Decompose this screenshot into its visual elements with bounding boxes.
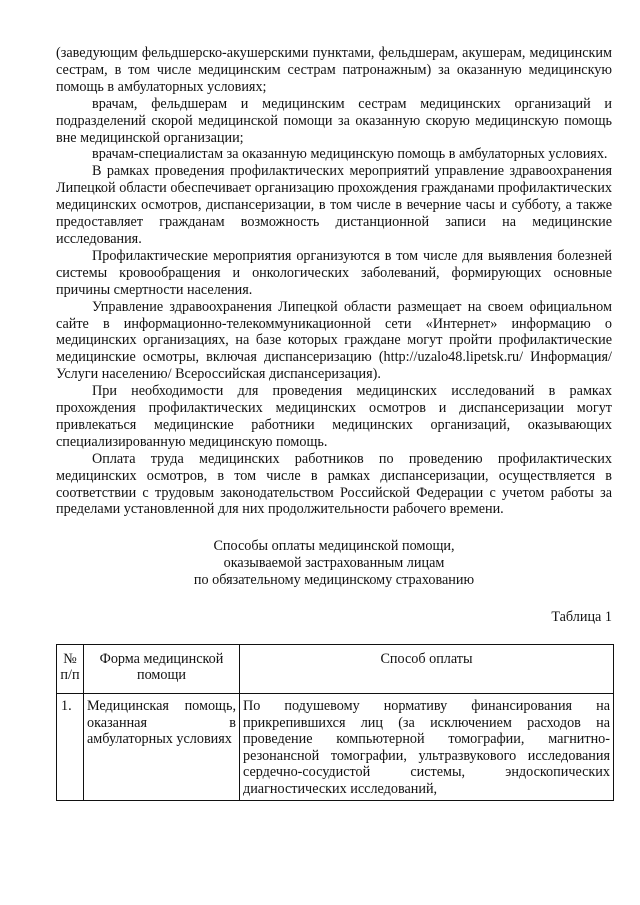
document-page — [56, 45, 612, 801]
paragraph-3: врачам-специалистам за оказанную медицинскую помощь в амбулаторных условиях. — [92, 146, 608, 163]
cell-num: 1. — [57, 694, 84, 800]
header-method: Способ оплаты — [240, 644, 614, 694]
table-caption: Таблица 1 — [551, 608, 612, 625]
paragraph-6: Управление здравоохранения Липецкой области размещает на своем официальном сайте в информационно-телекоммуникационной сети «Интернет» информацию о медицинских организациях, на базе которых граждане могут пройти профилактические медицинские осмотры, включая диспансеризацию (http://uzalo48.lipetsk.ru/ Информация/ Услуги населению/ Всероссийская диспансеризация). — [56, 298, 612, 383]
heading-line-2: оказываемой застрахованным лицам — [223, 555, 445, 572]
header-form: Форма медицинской помощи — [84, 644, 240, 694]
heading-line-1: Способы оплаты медицинской помощи, — [213, 538, 455, 555]
paragraph-4: В рамках проведения профилактических мероприятий управление здравоохранения Липецкой области обеспечивает организацию прохождения гражданами профилактических медицинских осмотров, диспансеризации, в том числе в вечерние часы и субботу, а также предоставляет гражданам возможность дистанционной записи на медицинские исследования. — [56, 163, 612, 247]
paragraph-8: Оплата труда медицинских работников по проведению профилактических медицинских осмотров, в том числе в рамках диспансеризации, осуществляется в соответствии с трудовым законодательством Российской Федерации с учетом работы за пределами установленной для них продолжительности рабочего времени. — [56, 450, 612, 518]
payment-methods-table — [56, 644, 614, 801]
table-row — [57, 694, 614, 800]
table-header-row — [57, 644, 614, 694]
section-heading — [56, 538, 612, 588]
heading-line-3: по обязательному медицинскому страхованию — [193, 571, 475, 588]
body-text — [56, 45, 612, 518]
cell-method: По подушевому нормативу финансирования на прикрепившихся лиц (за исключением расходов на проведение компьютерной томографии, магнитно-резонансной томографии, ультразвукового исследования сердечно-сосудистой системы, эндоскопических диагностических исследований, — [240, 694, 614, 800]
paragraph-5: Профилактические мероприятия организуются в том числе для выявления болезней системы кровообращения и онкологических заболеваний, формирующих основные причины смертности населения. — [56, 247, 612, 298]
paragraph-2: врачам, фельдшерам и медицинским сестрам медицинских организаций и подразделений скорой медицинской помощи за оказанную скорую медицинскую помощь вне медицинской организации; — [56, 95, 612, 146]
paragraph-7: При необходимости для проведения медицинских исследований в рамках прохождения профилактических медицинских осмотров и диспансеризации могут привлекаться медицинские работники медицинских организаций, оказывающих специализированную медицинскую помощь. — [56, 383, 612, 450]
header-num: № п/п — [57, 644, 84, 694]
paragraph-1: (заведующим фельдшерско-акушерскими пунктами, фельдшерам, акушерам, медицинским сестрам, в том числе медицинским сестрам патронажным) за оказанную медицинскую помощь в амбулаторных условиях; — [56, 45, 612, 95]
cell-form: Медицинская помощь, оказанная в амбулаторных условиях — [84, 694, 240, 800]
